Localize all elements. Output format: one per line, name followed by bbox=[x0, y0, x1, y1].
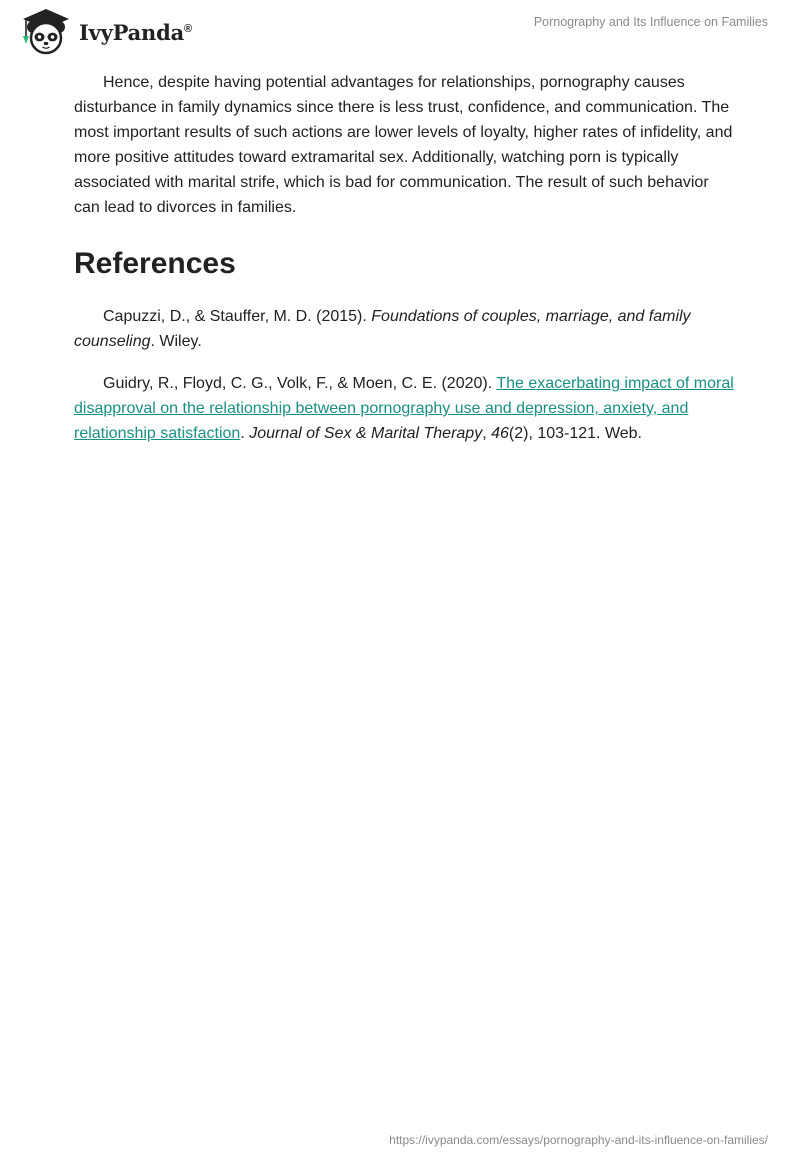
reference-item: Capuzzi, D., & Stauffer, M. D. (2015). Foundations of couples, marriage, and family counseling. Wiley. bbox=[74, 308, 691, 350]
journal-volume: 46 bbox=[491, 425, 509, 442]
article-link[interactable]: The exacerbating impact of moral disapproval on the relationship between pornography use and depression, anxiety, and relationship satisfaction bbox=[74, 375, 734, 442]
running-title: Pornography and Its Influence on Families bbox=[533, 15, 768, 29]
conclusion-paragraph: Hence, despite having potential advantages for relationships, pornography causes disturbance in family dynamics since there is less trust, confidence, and communication. The most important results of such actions are lower levels of loyalty, higher rates of infidelity, and more positive attitudes toward extramarital sex. Additionally, watching porn is typically associated with marital strife, which is bad for communication. The result of such behavior can lead to divorces in families. bbox=[74, 74, 733, 216]
panda-graduate-icon bbox=[15, 6, 77, 56]
page-url: https://ivypanda.com/essays/pornography-and-its-influence-on-families/ bbox=[389, 1133, 768, 1147]
book-title: Foundations of couples, marriage, and family counseling bbox=[74, 308, 691, 350]
essay-content bbox=[74, 70, 734, 463]
references-heading: References bbox=[74, 247, 236, 280]
brand-name: IvyPanda® bbox=[79, 19, 192, 45]
reference-item: Guidry, R., Floyd, C. G., Volk, F., & Moen, C. E. (2020). The exacerbating impact of moral disapproval on the relationship between pornography use and depression, anxiety, and relationship satisfaction. Journal of Sex & Marital Therapy, 46(2), 103-121. Web. bbox=[74, 375, 734, 442]
journal-title: Journal of Sex & Marital Therapy bbox=[249, 425, 483, 442]
brand-logo[interactable] bbox=[15, 6, 192, 56]
page-header bbox=[0, 0, 800, 60]
